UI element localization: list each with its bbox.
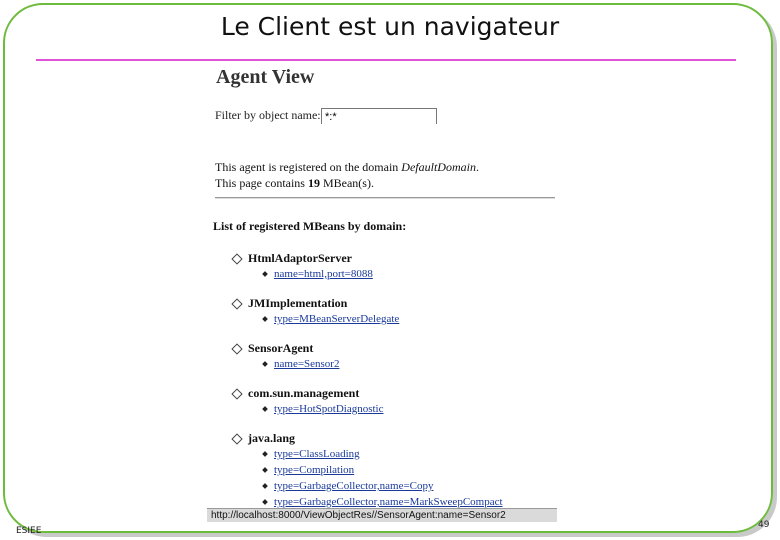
diamond-bullet-icon bbox=[231, 389, 242, 400]
filter-label: Filter by object name: bbox=[215, 108, 321, 122]
domain-item: JMImplementation bbox=[233, 296, 347, 311]
domain-info-line: This agent is registered on the domain DefaultDomain. bbox=[215, 160, 479, 174]
domain-item: java.lang bbox=[233, 431, 295, 446]
bullet-icon bbox=[262, 468, 268, 474]
mbean-item[interactable] bbox=[263, 358, 339, 370]
agent-info bbox=[215, 159, 479, 191]
mbean-link[interactable]: type=ClassLoading bbox=[274, 448, 360, 460]
browser-screenshot bbox=[207, 63, 557, 522]
diamond-bullet-icon bbox=[231, 299, 242, 310]
page-number: 49 bbox=[758, 520, 770, 530]
mbean-item[interactable] bbox=[263, 464, 354, 476]
mbean-item[interactable] bbox=[263, 403, 383, 415]
title-underline bbox=[36, 59, 736, 61]
filter-input[interactable] bbox=[321, 108, 437, 124]
bullet-icon bbox=[262, 500, 268, 506]
bullet-icon bbox=[262, 317, 268, 323]
mbean-item[interactable] bbox=[263, 496, 503, 508]
domain-name: DefaultDomain bbox=[401, 160, 476, 174]
domain-item: HtmlAdaptorServer bbox=[233, 251, 352, 266]
diamond-bullet-icon bbox=[231, 344, 242, 355]
divider bbox=[215, 197, 555, 199]
diamond-bullet-icon bbox=[231, 254, 242, 265]
bullet-icon bbox=[262, 452, 268, 458]
domain-item: SensorAgent bbox=[233, 341, 313, 356]
mbean-link[interactable]: type=GarbageCollector,name=MarkSweepCompact bbox=[274, 496, 503, 508]
mbean-list-title: List of registered MBeans by domain: bbox=[213, 219, 407, 233]
diamond-bullet-icon bbox=[231, 434, 242, 445]
mbean-item[interactable] bbox=[263, 480, 434, 492]
mbean-link[interactable]: type=GarbageCollector,name=Copy bbox=[274, 480, 434, 492]
page-title: Agent View bbox=[216, 66, 315, 88]
mbean-count-line: This page contains 19 MBean(s). bbox=[215, 176, 374, 190]
mbean-item[interactable] bbox=[263, 313, 399, 325]
bullet-icon bbox=[262, 272, 268, 278]
footer-label: ESIEE bbox=[16, 526, 42, 536]
bullet-icon bbox=[262, 407, 268, 413]
mbean-item[interactable] bbox=[263, 448, 360, 460]
mbean-link[interactable]: type=MBeanServerDelegate bbox=[274, 313, 400, 325]
mbean-link[interactable]: name=html,port=8088 bbox=[274, 268, 373, 280]
mbean-link[interactable]: type=HotSpotDiagnostic bbox=[274, 403, 384, 415]
mbean-link[interactable]: type=Compilation bbox=[274, 464, 355, 476]
bullet-icon bbox=[262, 362, 268, 368]
bullet-icon bbox=[262, 484, 268, 490]
status-bar: http://localhost:8000/ViewObjectRes//SensorAgent:name=Sensor2 bbox=[207, 508, 557, 522]
mbean-item[interactable] bbox=[263, 268, 373, 280]
slide-title: Le Client est un navigateur bbox=[220, 12, 560, 41]
mbean-count: 19 bbox=[307, 176, 320, 190]
mbean-link[interactable]: name=Sensor2 bbox=[274, 358, 340, 370]
domain-item: com.sun.management bbox=[233, 386, 359, 401]
